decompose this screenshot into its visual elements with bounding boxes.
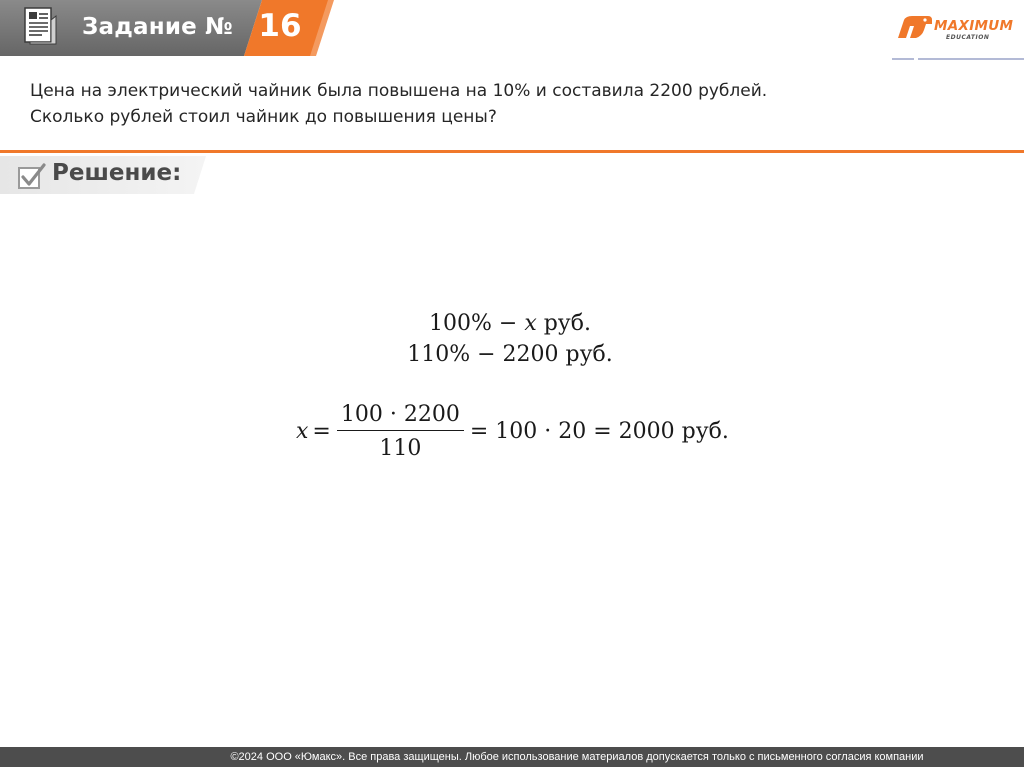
equation-result: = 100 · 20 = 2000 руб. xyxy=(469,418,729,444)
solution-title: Решение: xyxy=(52,160,182,186)
solution-equation xyxy=(294,396,731,466)
logo-subtitle: EDUCATION xyxy=(946,34,990,41)
footer-bar xyxy=(0,747,1024,767)
proportion-1-variable: x xyxy=(524,311,537,336)
equation-equals: = xyxy=(312,418,331,444)
logo-wordmark: MAXIMUM xyxy=(934,18,1014,34)
fraction-numerator: 100 · 2200 xyxy=(337,402,464,431)
proportion-1-left: 100% − xyxy=(428,311,525,336)
task-number: 16 xyxy=(258,8,302,44)
proportion-1-right: руб. xyxy=(536,311,591,336)
checkbox-icon xyxy=(17,162,47,192)
problem-line-1: Цена на электрический чайник была повышена на 10% и составила 2200 рублей. xyxy=(30,81,768,101)
proportion-line-2: 110% − 2200 руб. xyxy=(407,342,613,367)
footer-copyright: ©2024 ООО «Юмакс». Все права защищены. Любое использование материалов допускается только с письменного согласия компании xyxy=(230,751,924,763)
fraction-denominator: 110 xyxy=(379,435,422,461)
document-icon xyxy=(22,6,58,46)
logo-underline xyxy=(892,56,1024,64)
proportion-line-1 xyxy=(300,311,720,336)
task-title: Задание № xyxy=(82,14,234,40)
problem-line-2: Сколько рублей стоил чайник до повышения цены? xyxy=(30,107,497,127)
problem-statement xyxy=(30,78,990,130)
section-divider xyxy=(0,150,1024,153)
equation-variable: x xyxy=(296,418,309,444)
equation-fraction xyxy=(337,402,464,461)
